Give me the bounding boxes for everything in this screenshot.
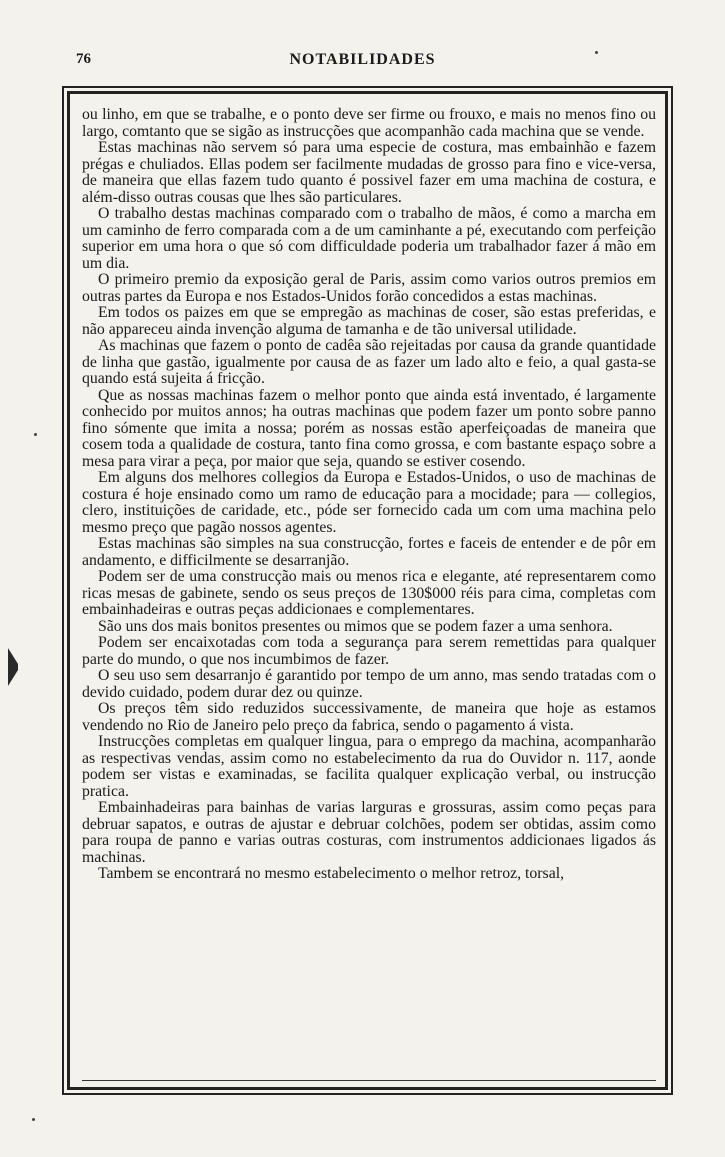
page-header	[0, 0, 725, 80]
paragraph: Estas machinas são simples na sua construcção, fortes e faceis de entender e de pôr em andamento, e difficilmente se desarranjão.	[82, 535, 656, 569]
paragraph: Estas machinas não servem só para uma especie de costura, mas embainhão e fazem prégas e chuliados. Ellas podem ser facilmente mudadas de grosso para fino e vice-versa, de maneira que ellas fazem tudo quanto é possivel fazer em uma machina de costura, e além-disso outras cousas que lhes são particulares.	[82, 139, 656, 206]
running-title: NOTABILIDADES	[289, 51, 436, 68]
paragraph: São uns dos mais bonitos presentes ou mimos que se podem fazer a uma senhora.	[98, 617, 613, 635]
paragraph: Em alguns dos melhores collegios da Europa e Estados-Unidos, o uso de machinas de costura é hoje ensinado como um ramo de educação para a mocidade; para — collegios, clero, instituições de caridade, etc., póde ser fornecido cada um com uma machina pelo mesmo preço que pagão nossos agentes.	[82, 469, 656, 536]
paragraph: Tambem se encontrará no mesmo estabelecimento o melhor retroz, torsal,	[98, 865, 565, 882]
margin-dot	[595, 51, 598, 54]
paragraph: O trabalho destas machinas comparado com o trabalho de mãos, é como a marcha em um caminho de ferro comparada com a de um caminhante a pé, executando com perfeição superior em uma hora o que só com difficuldade poderia um trabalhador fazer á mão em um dia.	[82, 205, 656, 272]
paragraph: Podem ser de uma construcção mais ou menos rica e elegante, até representarem como ricas mesas de gabinete, sendo os seus preços de 130$000 réis para cima, completas com embainhadeiras e outras peças addicionaes e complementares.	[82, 568, 656, 618]
advertisement-text	[82, 107, 656, 883]
binding-tab-icon	[6, 646, 20, 688]
paragraph: ou linho, em que se trabalhe, e o ponto deve ser firme ou frouxo, e mais no menos fino ou largo, comtanto que se sigão as instrucções que acompanhão cada machina que se vende.	[82, 106, 656, 140]
paragraph: Os preços têm sido reduzidos successivamente, de maneira que hoje as estamos vendendo no Rio de Janeiro pelo preço da fabrica, sendo o pagamento á vista.	[82, 700, 656, 734]
paragraph: O primeiro premio da exposição geral de Paris, assim como varios outros premios em outras partes da Europa e nos Estados-Unidos forão concedidos a estas machinas.	[82, 271, 656, 305]
bottom-rule	[82, 1080, 656, 1081]
paragraph: Instrucções completas em qualquer lingua, para o emprego da machina, acompanharão as respectivas vendas, assim como no estabelecimento da rua do Ouvidor n. 117, aonde podem ser vistas e examinadas, se facilita qualquer explicação verbal, ou instrucção pratica.	[82, 733, 656, 800]
page-number: 76	[76, 51, 91, 67]
paragraph: As machinas que fazem o ponto de cadêa são rejeitadas por causa da grande quantidade de linha que gastão, igualmente por causa de as fazer um lado alto e feio, a qual gasta-se quando está sujeita á fricção.	[82, 337, 656, 387]
paragraph: Podem ser encaixotadas com toda a segurança para serem remettidas para qualquer parte do mundo, o que nos incumbimos de fazer.	[82, 634, 656, 668]
paragraph: Que as nossas machinas fazem o melhor ponto que ainda está inventado, é largamente conhecido por muitos annos; ha outras machinas que podem fazer um ponto sobre panno fino sómente que imita a nossa; porém as nossas estão aperfeiçoadas de maneira que cosem toda a qualidade de costura, tanto fina como grossa, e com bastante espaço sobre a mesa para virar a peça, por maior que seja, quando se estiver cosendo.	[82, 386, 656, 470]
paragraph: Embainhadeiras para bainhas de varias larguras e grossuras, assim como peças para debruar sapatos, e outras de ajustar e debruar colchões, podem ser obtidas, assim como para roupa de panno e varias outras costuras, com instrumentos addicionaes ligados ás machinas.	[82, 799, 656, 866]
paragraph: O seu uso sem desarranjo é garantido por tempo de um anno, mas sendo tratadas com o devido cuidado, podem durar dez ou quinze.	[82, 667, 656, 701]
margin-dot	[32, 1118, 35, 1121]
paragraph: Em todos os paizes em que se empregão as machinas de coser, são estas preferidas, e não appareceu ainda invenção alguma de tamanha e de tão universal utilidade.	[82, 304, 656, 338]
margin-dot	[34, 433, 37, 436]
